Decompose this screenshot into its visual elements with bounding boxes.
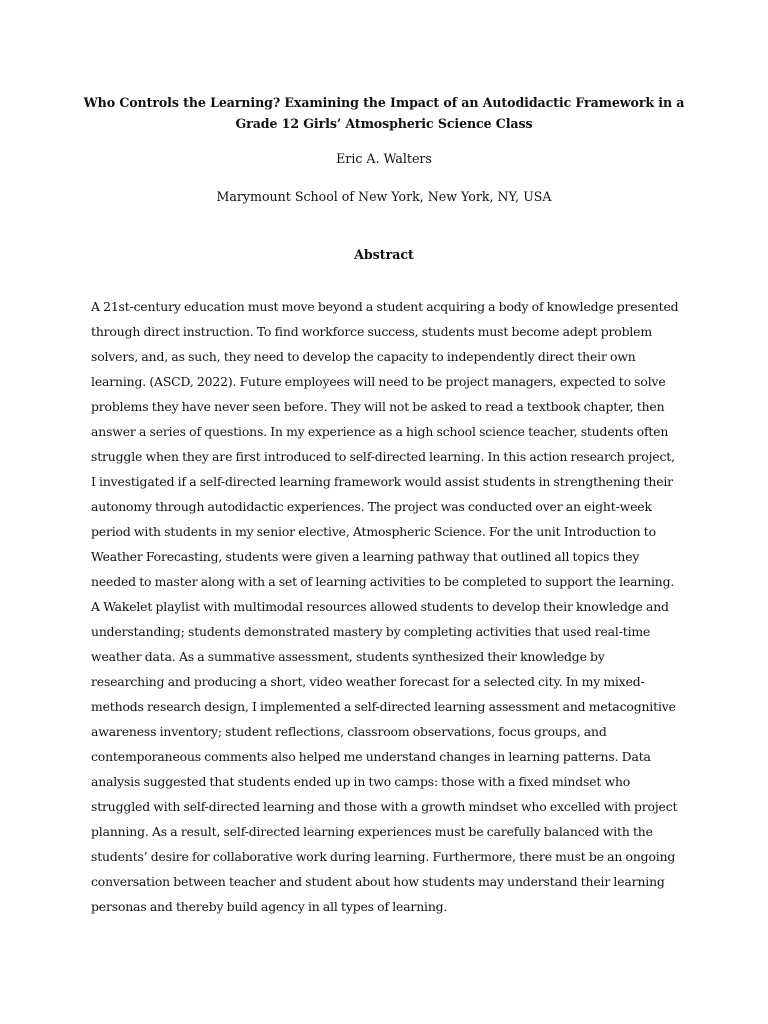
author-affiliation: Marymount School of New York, New York, NY, USA [216,189,552,204]
author-name: Eric A. Walters [336,151,432,166]
abstract-heading: Abstract [354,247,414,262]
abstract-text: A 21st-century education must move beyond a student acquiring a body of knowledge presented through direct instruction. To find workforce success, students must become adept problem solvers, and, as such, they need to develop the capacity to independently direct their own learning. (ASCD, 2022). Future employees will need to be project managers, expected to solve problems they have never seen before. They will not be asked to read a textbook chapter, then answer a series of questions. In my experience as a high school science teacher, students often struggle when they are first introduced to self-directed learning. In this action research project, I investigated if a self-directed learning framework would assist students in strengthening their autonomy through autodidactic experiences. The project was conducted over an eight-week period with students in my senior elective, Atmospheric Science. For the unit Introduction to Weather Forecasting, students were given a learning pathway that outlined all topics they needed to master along with a set of learning activities to be completed to support the learning. A Wakelet playlist with multimodal resources allowed students to develop their knowledge and understanding; students demonstrated mastery by completing activities that used real-time weather data. As a summative assessment, students synthesized their knowledge by researching and producing a short, video weather forecast for a selected city. In my mixed-methods research design, I implemented a self-directed learning assessment and metacognitive awareness inventory; student reflections, classroom observations, focus groups, and contemporaneous comments also helped me understand changes in learning patterns. Data analysis suggested that students ended up in two camps: those with a fixed mindset who struggled with self-directed learning and those with a growth mindset who excelled with project planning. As a result, self-directed learning experiences must be carefully balanced with the students’ desire for collaborative work during learning. Furthermore, there must be an ongoing conversation between teacher and student about how students may understand their learning personas and thereby build agency in all types of learning. [91,299,679,914]
paper-title: Who Controls the Learning? Examining the Impact of an Autodidactic Framework in a Grade 12 Girls’ Atmospheric Science Class [83,95,685,131]
